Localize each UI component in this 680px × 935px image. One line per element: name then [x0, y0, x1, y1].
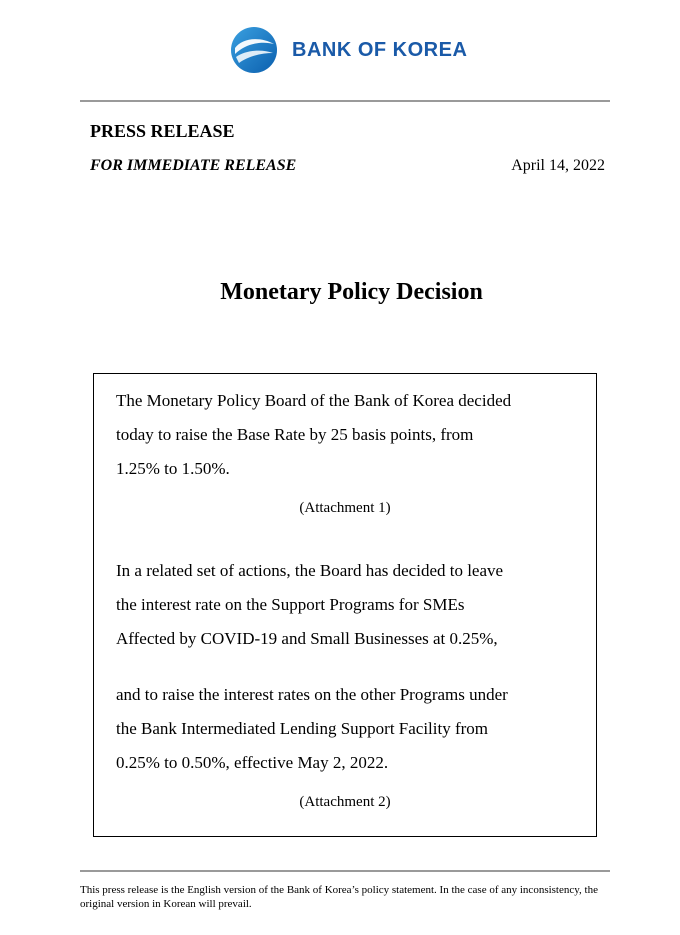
text-line: In a related set of actions, the Board has decided to leave — [116, 561, 504, 580]
release-date: April 14, 2022 — [511, 157, 605, 174]
bank-emblem-icon — [230, 26, 278, 74]
text-line: and to raise the interest rates on the other Programs under — [116, 685, 508, 704]
text-line: The Monetary Policy Board of the Bank of Korea decided — [116, 391, 512, 410]
footer-divider — [80, 870, 610, 872]
release-timing: FOR IMMEDIATE RELEASE — [90, 157, 297, 174]
attachment-1-label: (Attachment 1) — [299, 500, 391, 516]
decision-box — [93, 373, 597, 837]
footnote: This press release is the English version of the Bank of Korea’s policy statement. In the case of any inconsistency, the original version in Korean will prevail. — [80, 884, 598, 910]
text-line: today to raise the Base Rate by 25 basis points, from — [116, 425, 474, 444]
text-line: the interest rate on the Support Programs for SMEs — [116, 595, 465, 614]
text-line: 0.25% to 0.50%, effective May 2, 2022. — [116, 753, 389, 772]
decision-paragraph-3 — [116, 678, 586, 780]
text-line: 1.25% to 1.50%. — [116, 459, 230, 478]
decision-paragraph-2 — [116, 554, 586, 656]
press-release-label: PRESS RELEASE — [90, 121, 235, 141]
decision-paragraph-1 — [116, 384, 586, 486]
text-line: Affected by COVID-19 and Small Businesses at 0.25%, — [116, 629, 498, 648]
attachment-2-label: (Attachment 2) — [299, 794, 391, 810]
logo-text: BANK OF KOREA — [292, 38, 468, 61]
header-divider — [80, 100, 610, 102]
text-line: the Bank Intermediated Lending Support Facility from — [116, 719, 489, 738]
bank-logo — [230, 26, 467, 74]
page-title: Monetary Policy Decision — [220, 279, 483, 305]
